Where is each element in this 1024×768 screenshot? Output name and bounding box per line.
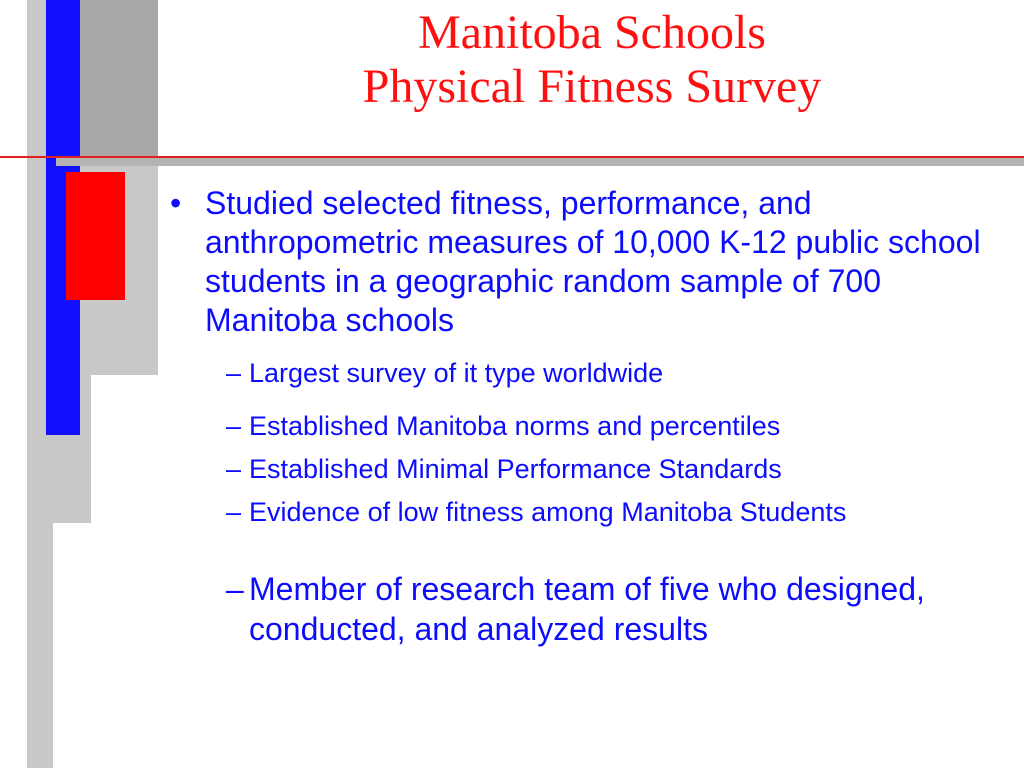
- final-sub-bullet-text: Member of research team of five who designed, conducted, and analyzed results: [249, 571, 925, 647]
- title-line-2: Physical Fitness Survey: [362, 60, 822, 113]
- sub-bullet-text: Established Minimal Performance Standards: [249, 454, 782, 484]
- sub-bullet-marker: –: [226, 497, 242, 527]
- sub-bullet-marker: –: [226, 571, 244, 607]
- sub-bullet: [168, 495, 1014, 529]
- title-line-1: Manitoba Schools: [418, 6, 766, 59]
- sub-bullet-marker: –: [226, 411, 242, 441]
- slide-body: [168, 184, 1014, 649]
- final-sub-bullet: [168, 569, 1014, 649]
- title-rule-gray: [56, 158, 1024, 166]
- slide-title: [160, 6, 1024, 114]
- sub-bullet-text: Largest survey of it type worldwide: [249, 358, 664, 388]
- main-bullet-text: Studied selected fitness, performance, and anthropometric measures of 10,000 K-12 public school students in a geographic random sample of 700 Manitoba schools: [205, 185, 981, 338]
- decor-red-block: [66, 172, 125, 300]
- sub-bullet: [168, 452, 1014, 486]
- sub-bullet: [168, 409, 1014, 443]
- bullet-marker: •: [170, 185, 182, 221]
- sub-bullet-text: Evidence of low fitness among Manitoba Students: [249, 497, 847, 527]
- main-bullet: [168, 184, 1014, 340]
- sub-bullet-text: Established Manitoba norms and percentiles: [249, 411, 781, 441]
- sub-bullet: [168, 356, 1014, 390]
- sub-bullet-marker: –: [226, 358, 242, 388]
- sub-bullet-marker: –: [226, 454, 242, 484]
